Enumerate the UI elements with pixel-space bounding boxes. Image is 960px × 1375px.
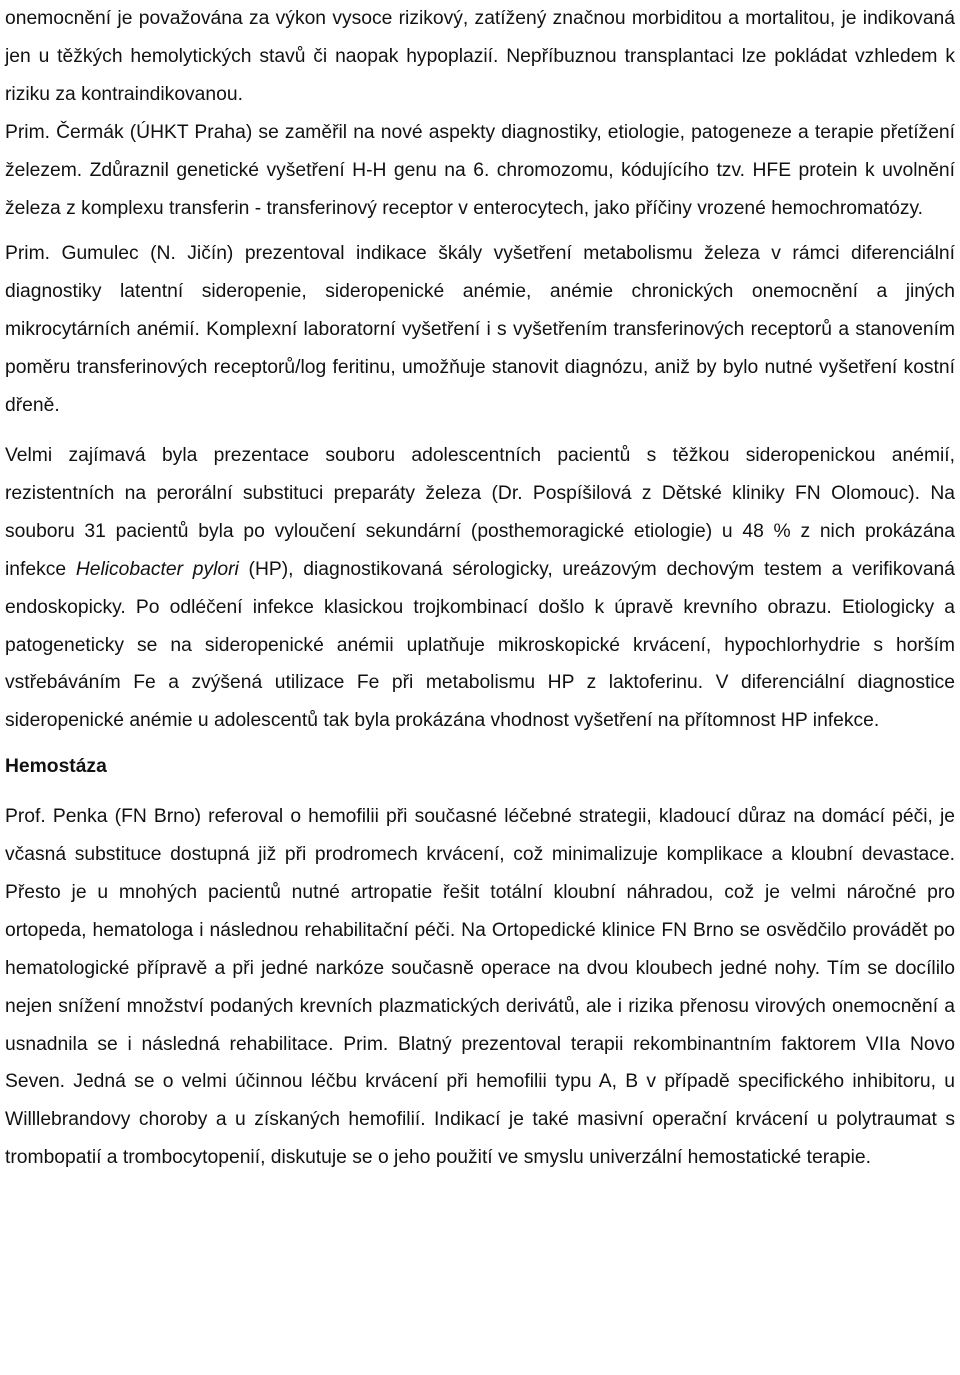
paragraph-cermak: Prim. Čermák (ÚHKT Praha) se zaměřil na nové aspekty diagnostiky, etiologie, patogeneze a terapie přetížení železem. Zdůraznil genetické vyšetření H-H genu na 6. chromozomu, kódujícího tzv. HFE protein k uvolnění železa z komplexu transferin - transferinový receptor v enterocytech, jako příčiny vrozené hemochromatózy. [5,121,955,219]
document-page [5,0,955,1177]
paragraph-gap [5,227,955,235]
paragraph-penka: Prof. Penka (FN Brno) referoval o hemofilii při současné léčebné strategii, kladoucí důraz na domácí péči, je včasná substituce dostupná již při prodromech krvácení, což minimalizuje komplikace a kloubní devastace. Přesto je u mnohých pacientů nutné artropatie řešit totální kloubní náhradou, což je velmi náročné pro ortopeda, hematologa i následnou rehabilitační péči. Na Ortopedické klinice FN Brno se osvědčilo provádět po hematologické přípravě a při jedné narkóze současně operace na dvou kloubech jedné nohy. Tím se docílilo nejen snížení množství podaných krevních plazmatických derivátů, ale i rizika přenosu virových onemocnění a usnadnila se i následná rehabilitace. Prim. Blatný prezentoval terapii rekombinantním faktorem VIIa Novo Seven. Jedná se o velmi účinnou léčbu krvácení při hemofilii typu A, B v případě specifického inhibitoru, u Willlebrandovy choroby a u získaných hemofilií. Indikací je také masivní operační krvácení u polytraumat s trombopatií a trombocytopenií, diskutuje se o jeho použití ve smyslu univerzální hemostatické terapie. [5,806,955,1169]
paragraph-gap [5,740,955,748]
paragraph-gumulec: Prim. Gumulec (N. Jičín) prezentoval indikace škály vyšetření metabolismu železa v rámci diferenciální diagnostiky latentní sideropenie, sideropenické anémie, anémie chronických onemocnění a jiných mikrocytárních anémií. Komplexní laboratorní vyšetření i s vyšetřením transferinových receptorů a stanovením poměru transferinových receptorů/log feritinu, umožňuje stanovit diagnózu, aniž by bylo nutné vyšetření kostní dřeně. [5,243,955,417]
section-heading-hemostasis: Hemostáza [5,756,107,778]
paragraph-transplantation: onemocnění je považována za výkon vysoce rizikový, zatížený značnou morbiditou a mortalitou, je indikovaná jen u těžkých hemolytických stavů či naopak hypoplazií. Nepříbuznou transplantaci lze pokládat vzhledem k riziku za kontraindikovanou. [5,8,955,105]
species-name: Helicobacter pylori [75,558,239,580]
paragraph-pospisilova-part2: (HP), diagnostikovaná sérologicky, ureázovým dechovým testem a verifikovaná endoskopicky. Po odléčení infekce klasickou trojkombinací došlo k úpravě krevního obrazu. Etiologicky a patogeneticky se na sideropenické anémii uplatňuje mikroskopické krvácení, hypochlorhydrie s horším vstřebáváním Fe a zvýšená utilizace Fe při metabolismu HP z laktoferinu. V diferenciální diagnostice sideropenické anémie u adolescentů tak byla prokázána vhodnost vyšetření na přítomnost HP infekce. [5,558,955,732]
paragraph-gap [5,425,955,437]
paragraph-gap [5,786,955,798]
paragraph-pospisilova [5,437,955,740]
paragraph-pospisilova-part1: Velmi zajímavá byla prezentace souboru adolescentních pacientů s těžkou sideropenickou anémií, rezistentních na perorální substituci preparáty železa (Dr. Pospíšilová z Dětské kliniky FN Olomouc). Na souboru 31 pacientů byla po vyloučení sekundární (posthemoragické etiologie) u 48 % z nich prokázána infekce [5,444,955,580]
